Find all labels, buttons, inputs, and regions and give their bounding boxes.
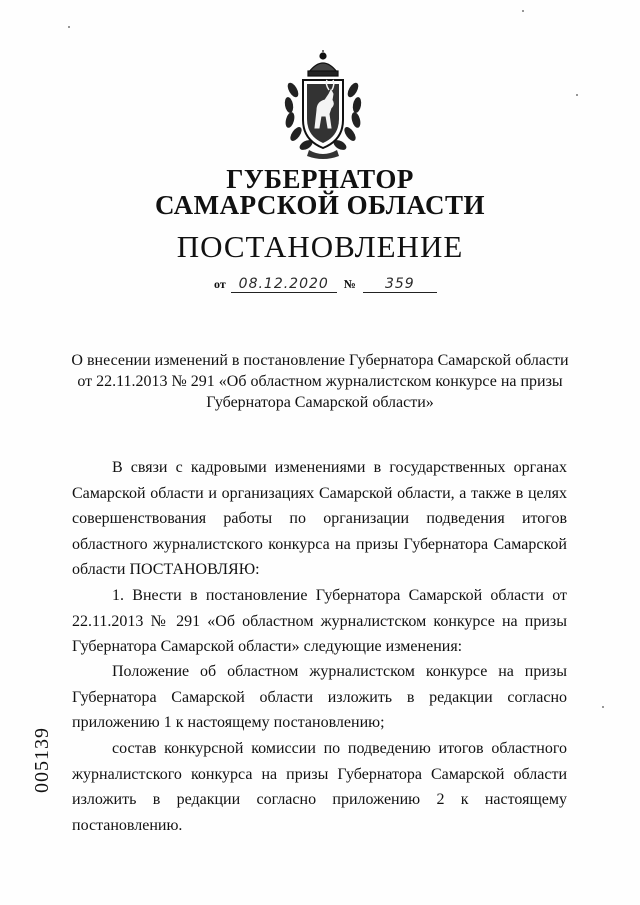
issuer-title-line-2: САМАРСКОЙ ОБЛАСТИ: [154, 190, 486, 220]
subject-line-3: Губернатора Самарской области»: [206, 394, 434, 411]
body-paragraph-3: Положение об областном журналистском конкурсе на призы Губернатора Самарской области изложить в редакции согласно приложению 1 к настоящему постановлению;: [72, 663, 567, 731]
subject-line-1: О внесении изменений в постановление Губернатора Самарской области: [71, 352, 569, 369]
date-prefix: от: [214, 277, 226, 291]
document-subject: [60, 350, 580, 413]
scan-speck: [68, 26, 70, 28]
document-date-number-row: [214, 276, 437, 296]
scan-speck: [522, 10, 524, 12]
scan-speck: [576, 94, 578, 96]
samara-coat-of-arms-icon: [279, 50, 367, 160]
scan-speck: [602, 706, 604, 708]
number-prefix: №: [343, 277, 356, 291]
document-date: 08.12.2020: [231, 276, 337, 293]
document-number: 359: [363, 276, 437, 293]
issuer-title-line-1: ГУБЕРНАТОР: [226, 164, 414, 194]
body-paragraph-2: 1. Внести в постановление Губернатора Самарской области от 22.11.2013 № 291 «Об областном журналистском конкурсе на призы Губернатора Самарской области» следующие изменения:: [72, 587, 567, 655]
subject-line-2: от 22.11.2013 № 291 «Об областном журналистском конкурсе на призы: [77, 373, 563, 390]
body-paragraph-1: В связи с кадровыми изменениями в государственных органах Самарской области и организациях Самарской области, а также в целях совершенствования работы по организации подведения итогов областного журналистского конкурса на призы Губернатора Самарской области ПОСТАНОВЛЯЮ:: [72, 459, 567, 578]
body-paragraph-4: состав конкурсной комиссии по подведению итогов областного журналистского конкурса на призы Губернатора Самарской области изложить в редакции согласно приложению 2 к настоящему постановлению.: [72, 740, 567, 834]
document-type-title: ПОСТАНОВЛЕНИЕ: [176, 229, 464, 264]
registration-side-number: 005139: [31, 727, 53, 793]
